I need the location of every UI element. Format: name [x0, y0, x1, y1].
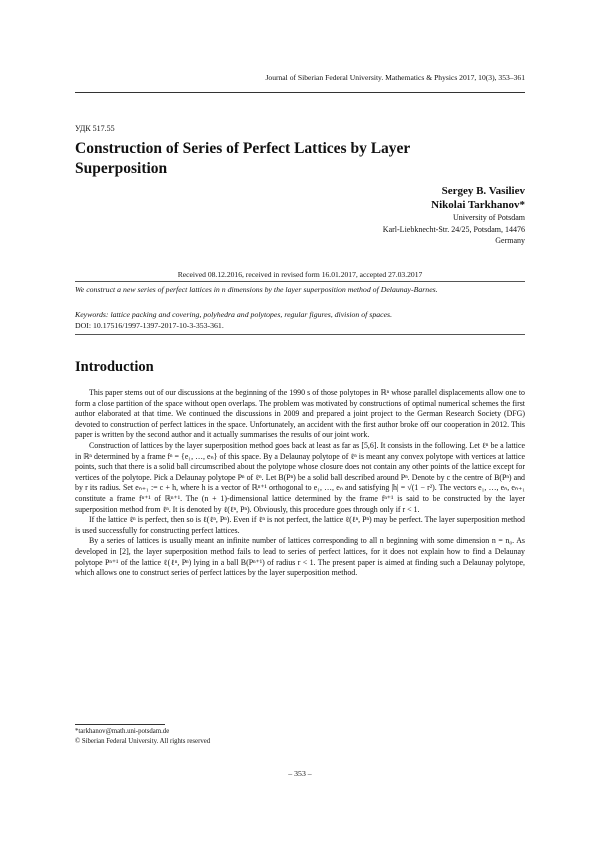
- keywords-text: lattice packing and covering, polyhedra and polytopes, regular figures, division of spaces.: [110, 310, 393, 319]
- affiliation-line: University of Potsdam: [453, 213, 525, 222]
- author-name: Nikolai Tarkhanov*: [431, 199, 525, 211]
- paragraph: By a series of lattices is usually meant an infinite number of lattices corresponding to all n beginning with some dimension n = n₀. As developed in [2], the layer superposition method fails to lead to series of perfect lattices, for it does not explain how to find a Delaunay polytope Pⁿ⁺¹ of the lattice ℓ(ℓⁿ, Pⁿ) lying in a ball B(Pⁿ⁺¹) of radius r < 1. The present paper is aimed at finding such a Delaunay polytope, which allows one to construct series of perfect lattices by the layer superposition method.: [75, 536, 525, 578]
- abstract-rule-bottom: [75, 334, 525, 335]
- footnote-copyright: © Siberian Federal University. All rights reserved: [75, 737, 211, 745]
- affiliation-line: Karl-Liebknecht-Str. 24/25, Potsdam, 14476: [382, 224, 525, 234]
- affiliation-line: Germany: [495, 236, 525, 245]
- paper-title: Construction of Series of Perfect Lattices by Layer Superposition: [75, 140, 411, 177]
- footnotes: [75, 727, 210, 746]
- udk-code: УДК 517.55: [75, 124, 115, 133]
- abstract-rule-top: [75, 281, 525, 282]
- keywords-label: Keywords:: [75, 310, 109, 319]
- paragraph: Construction of lattices by the layer superposition method goes back at least as far as [5,6]. It consists in the following. Let ℓⁿ be a lattice in ℝⁿ determined by a frame fⁿ = {e₁, …, eₙ} of this space. By a Delaunay polytope of ℓⁿ is meant any convex polytope with vertices at lattice points, such that there is a solid ball circumscribed about the polytope whose closure does not contain any other points of the lattice except for vertices of the polytope. Pick a Delaunay polytope Pⁿ of ℓⁿ. Let B(Pⁿ) be a solid ball described around Pⁿ. Denote by c the centre of B(Pⁿ) and by r its radius. Set eₙ₊₁ := c + h, where h is a vector of ℝⁿ⁺¹ orthogonal to e₁, …, eₙ and satisfying |h| = √(1 − r²). The vectors e₁, …, eₙ, eₙ₊₁ constitute a frame fⁿ⁺¹ of ℝⁿ⁺¹. The (n + 1)-dimensional lattice determined by the frame fⁿ⁺¹ is said to be constructed by the layer superposition method from ℓⁿ. It is denoted by ℓ(ℓⁿ, Pⁿ). Obviously, this procedure goes through only if r < 1.: [75, 440, 525, 514]
- doi: DOI: 10.17516/1997-1397-2017-10-3-353-361.: [75, 321, 224, 330]
- footnote-rule: [75, 724, 165, 725]
- author-block: [383, 184, 525, 247]
- received-dates: Received 08.12.2016, received in revised form 16.01.2017, accepted 27.03.2017: [177, 270, 423, 279]
- abstract: We construct a new series of perfect lattices in n dimensions by the layer superposition method of Delaunay-Barnes.: [75, 285, 438, 294]
- author-name: Sergey B. Vasiliev: [441, 185, 525, 197]
- paragraph: If the lattice ℓⁿ is perfect, then so is ℓ(ℓⁿ, Pⁿ). Even if ℓⁿ is not perfect, the lattice ℓ(ℓⁿ, Pⁿ) may be perfect. The layer superposition method is used successfully for constructing perfect lattices.: [75, 515, 525, 535]
- keywords: [75, 309, 525, 320]
- body-text: [75, 388, 525, 579]
- header-rule: [75, 92, 525, 93]
- footnote-email: *tarkhanov@math.uni-potsdam.de: [75, 728, 170, 735]
- page-number: – 353 –: [288, 769, 312, 778]
- section-heading: Introduction: [75, 359, 154, 375]
- journal-header: Journal of Siberian Federal University. Mathematics & Physics 2017, 10(3), 353–361: [265, 73, 525, 82]
- paragraph: This paper stems out of our discussions at the beginning of the 1990 s of those polytopes in ℝⁿ whose parallel displacements allow one to form a close partition of the space without open overlaps. The problem was motivated by constructions of optimal numerical schemes the first author elaborated at that time. We continued the discussions in 2009 and prepared a joint project to the German Research Society (DFG) devoted to construction of perfect lattices in the space. Unfortunately, an accident with the first author broke off our cooperation in 2012. This paper is written by the second author and it actually summarises the results of our joint work.: [75, 388, 525, 440]
